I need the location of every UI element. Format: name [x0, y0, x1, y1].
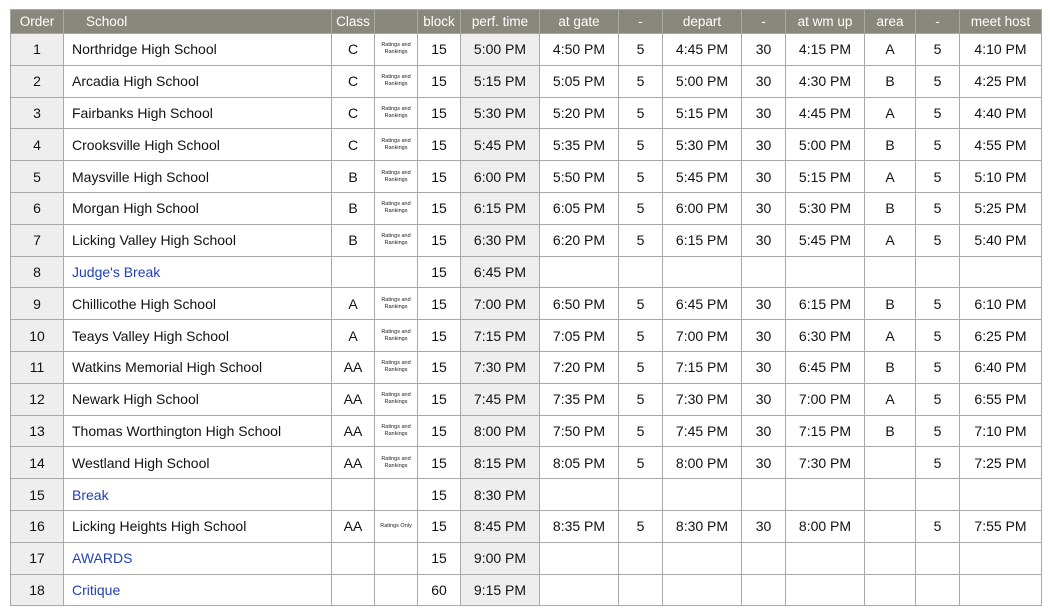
perf-time-cell: 5:30 PM: [461, 97, 540, 129]
at-wm-up-cell: 5:15 PM: [786, 161, 865, 193]
block-cell: 15: [418, 65, 461, 97]
gap2-cell: 30: [742, 288, 786, 320]
class-cell: AA: [332, 447, 375, 479]
at-wm-up-cell: 4:30 PM: [786, 65, 865, 97]
block-cell: 15: [418, 351, 461, 383]
perf-time-cell: 5:45 PM: [461, 129, 540, 161]
gap3-cell: 5: [916, 97, 960, 129]
meet-host-cell: 4:40 PM: [960, 97, 1042, 129]
depart-header: depart: [663, 10, 742, 34]
gap1-cell: 5: [619, 161, 663, 193]
gap2-cell: 30: [742, 97, 786, 129]
area-cell: B: [865, 351, 916, 383]
perf-time-cell: 6:15 PM: [461, 192, 540, 224]
ratings-cell: Ratings and Rankings: [375, 129, 418, 161]
ratings-cell: [375, 574, 418, 606]
perf-time-cell: 5:15 PM: [461, 65, 540, 97]
at-wm-up-cell: 7:15 PM: [786, 415, 865, 447]
table-row: [11, 97, 1042, 129]
gap2-cell: [742, 574, 786, 606]
block-cell: 15: [418, 479, 461, 511]
gap3-cell: [916, 542, 960, 574]
area-cell: [865, 479, 916, 511]
ratings-header: [375, 10, 418, 34]
gap3-cell: 5: [916, 224, 960, 256]
area-cell: [865, 542, 916, 574]
gap1-cell: [619, 542, 663, 574]
at-wm-up-cell: 4:15 PM: [786, 34, 865, 66]
class-cell: B: [332, 192, 375, 224]
at-gate-cell: 6:20 PM: [540, 224, 619, 256]
gap2-cell: [742, 479, 786, 511]
school-cell: AWARDS: [64, 542, 332, 574]
depart-cell: [663, 479, 742, 511]
at-gate-cell: 7:05 PM: [540, 320, 619, 352]
class-cell: A: [332, 320, 375, 352]
perf-time-cell: 7:15 PM: [461, 320, 540, 352]
table-row: [11, 510, 1042, 542]
meet-host-cell: 7:25 PM: [960, 447, 1042, 479]
order-cell: 15: [11, 479, 64, 511]
order-cell: 11: [11, 351, 64, 383]
order-cell: 9: [11, 288, 64, 320]
perf-time-cell: 6:30 PM: [461, 224, 540, 256]
order-cell: 6: [11, 192, 64, 224]
class-cell: [332, 256, 375, 288]
gap1-cell: [619, 574, 663, 606]
area-cell: [865, 447, 916, 479]
school-cell: Critique: [64, 574, 332, 606]
gap1-cell: 5: [619, 97, 663, 129]
school-cell: Thomas Worthington High School: [64, 415, 332, 447]
school-cell: Break: [64, 479, 332, 511]
depart-cell: 7:00 PM: [663, 320, 742, 352]
at-wm-up-cell: 5:30 PM: [786, 192, 865, 224]
table-body: [11, 34, 1042, 606]
area-cell: A: [865, 383, 916, 415]
block-cell: 15: [418, 447, 461, 479]
gap2-cell: 30: [742, 383, 786, 415]
class-cell: AA: [332, 383, 375, 415]
block-cell: 15: [418, 224, 461, 256]
gap2-cell: 30: [742, 65, 786, 97]
class-cell: C: [332, 97, 375, 129]
at-wm-up-cell: [786, 574, 865, 606]
gap3-cell: 5: [916, 510, 960, 542]
depart-cell: 7:15 PM: [663, 351, 742, 383]
gap3-cell: 5: [916, 351, 960, 383]
order-cell: 8: [11, 256, 64, 288]
meet-host-cell: [960, 542, 1042, 574]
block-cell: 15: [418, 161, 461, 193]
meet-host-cell: 5:25 PM: [960, 192, 1042, 224]
at-gate-cell: [540, 574, 619, 606]
at-gate-header: at gate: [540, 10, 619, 34]
block-cell: 15: [418, 415, 461, 447]
gap2-cell: 30: [742, 192, 786, 224]
gap1-cell: 5: [619, 415, 663, 447]
table-row: [11, 65, 1042, 97]
class-cell: C: [332, 65, 375, 97]
block-cell: 15: [418, 34, 461, 66]
depart-cell: 5:00 PM: [663, 65, 742, 97]
gap3-cell: 5: [916, 447, 960, 479]
class-cell: [332, 479, 375, 511]
school-cell: Watkins Memorial High School: [64, 351, 332, 383]
gap1-cell: 5: [619, 383, 663, 415]
meet-host-cell: 7:10 PM: [960, 415, 1042, 447]
area-cell: [865, 256, 916, 288]
order-cell: 10: [11, 320, 64, 352]
at-gate-cell: [540, 479, 619, 511]
class-cell: C: [332, 34, 375, 66]
depart-cell: [663, 574, 742, 606]
gap3-cell: 5: [916, 34, 960, 66]
school-header: School: [64, 10, 332, 34]
class-cell: AA: [332, 415, 375, 447]
gap3-cell: 5: [916, 161, 960, 193]
order-cell: 18: [11, 574, 64, 606]
table-row: [11, 479, 1042, 511]
perf-time-cell: 7:00 PM: [461, 288, 540, 320]
meet-host-cell: 6:40 PM: [960, 351, 1042, 383]
area-cell: A: [865, 320, 916, 352]
school-cell: Teays Valley High School: [64, 320, 332, 352]
class-cell: C: [332, 129, 375, 161]
school-cell: Licking Heights High School: [64, 510, 332, 542]
table-row: [11, 129, 1042, 161]
class-cell: AA: [332, 351, 375, 383]
area-cell: [865, 510, 916, 542]
order-cell: 3: [11, 97, 64, 129]
at-wm-up-cell: [786, 256, 865, 288]
gap2-cell: [742, 542, 786, 574]
school-cell: Northridge High School: [64, 34, 332, 66]
school-cell: Arcadia High School: [64, 65, 332, 97]
at-gate-cell: 5:50 PM: [540, 161, 619, 193]
perf-time-header: perf. time: [461, 10, 540, 34]
order-cell: 1: [11, 34, 64, 66]
area-cell: A: [865, 161, 916, 193]
gap1-cell: 5: [619, 65, 663, 97]
ratings-cell: Ratings and Rankings: [375, 288, 418, 320]
gap3-cell: 5: [916, 288, 960, 320]
order-cell: 2: [11, 65, 64, 97]
perf-time-cell: 8:45 PM: [461, 510, 540, 542]
depart-cell: 6:45 PM: [663, 288, 742, 320]
ratings-cell: Ratings and Rankings: [375, 415, 418, 447]
perf-time-cell: 6:00 PM: [461, 161, 540, 193]
class-cell: B: [332, 224, 375, 256]
depart-cell: 8:00 PM: [663, 447, 742, 479]
ratings-cell: [375, 542, 418, 574]
ratings-cell: Ratings and Rankings: [375, 65, 418, 97]
perf-time-cell: 9:00 PM: [461, 542, 540, 574]
depart-cell: 7:30 PM: [663, 383, 742, 415]
at-wm-up-cell: 5:00 PM: [786, 129, 865, 161]
meet-host-cell: 4:55 PM: [960, 129, 1042, 161]
depart-cell: [663, 542, 742, 574]
gap1-header: -: [619, 10, 663, 34]
gap3-cell: 5: [916, 129, 960, 161]
block-cell: 15: [418, 288, 461, 320]
order-cell: 5: [11, 161, 64, 193]
meet-host-cell: 6:10 PM: [960, 288, 1042, 320]
depart-cell: 5:45 PM: [663, 161, 742, 193]
order-cell: 17: [11, 542, 64, 574]
ratings-cell: [375, 256, 418, 288]
class-cell: A: [332, 288, 375, 320]
at-wm-up-cell: 7:00 PM: [786, 383, 865, 415]
gap2-cell: 30: [742, 34, 786, 66]
school-cell: Judge's Break: [64, 256, 332, 288]
gap1-cell: 5: [619, 192, 663, 224]
order-cell: 7: [11, 224, 64, 256]
meet-host-header: meet host: [960, 10, 1042, 34]
perf-time-cell: 6:45 PM: [461, 256, 540, 288]
at-gate-cell: 8:05 PM: [540, 447, 619, 479]
at-wm-up-cell: 5:45 PM: [786, 224, 865, 256]
ratings-cell: Ratings and Rankings: [375, 320, 418, 352]
gap2-cell: 30: [742, 320, 786, 352]
area-cell: B: [865, 192, 916, 224]
gap2-cell: 30: [742, 415, 786, 447]
gap1-cell: 5: [619, 320, 663, 352]
depart-cell: 5:15 PM: [663, 97, 742, 129]
ratings-cell: Ratings and Rankings: [375, 161, 418, 193]
gap3-header: -: [916, 10, 960, 34]
order-cell: 4: [11, 129, 64, 161]
perf-time-cell: 8:30 PM: [461, 479, 540, 511]
ratings-cell: Ratings and Rankings: [375, 192, 418, 224]
gap2-header: -: [742, 10, 786, 34]
at-gate-cell: 6:05 PM: [540, 192, 619, 224]
at-wm-up-cell: 6:15 PM: [786, 288, 865, 320]
class-cell: [332, 542, 375, 574]
class-header: Class: [332, 10, 375, 34]
meet-host-cell: 6:55 PM: [960, 383, 1042, 415]
block-cell: 15: [418, 510, 461, 542]
meet-host-cell: 4:10 PM: [960, 34, 1042, 66]
depart-cell: 7:45 PM: [663, 415, 742, 447]
order-cell: 16: [11, 510, 64, 542]
ratings-cell: Ratings and Rankings: [375, 34, 418, 66]
school-cell: Licking Valley High School: [64, 224, 332, 256]
table-row: [11, 224, 1042, 256]
at-gate-cell: [540, 256, 619, 288]
gap1-cell: 5: [619, 34, 663, 66]
ratings-cell: [375, 479, 418, 511]
schedule-table: [10, 9, 1042, 606]
order-cell: 14: [11, 447, 64, 479]
table-row: [11, 415, 1042, 447]
area-cell: A: [865, 34, 916, 66]
perf-time-cell: 8:00 PM: [461, 415, 540, 447]
ratings-cell: Ratings and Rankings: [375, 447, 418, 479]
meet-host-cell: [960, 256, 1042, 288]
block-cell: 15: [418, 383, 461, 415]
depart-cell: 6:00 PM: [663, 192, 742, 224]
gap2-cell: 30: [742, 351, 786, 383]
school-cell: Chillicothe High School: [64, 288, 332, 320]
meet-host-cell: 7:55 PM: [960, 510, 1042, 542]
class-cell: [332, 574, 375, 606]
at-gate-cell: 4:50 PM: [540, 34, 619, 66]
gap1-cell: 5: [619, 129, 663, 161]
school-cell: Maysville High School: [64, 161, 332, 193]
block-cell: 15: [418, 97, 461, 129]
gap2-cell: 30: [742, 447, 786, 479]
depart-cell: 6:15 PM: [663, 224, 742, 256]
table-header: [11, 10, 1042, 34]
block-cell: 60: [418, 574, 461, 606]
gap2-cell: 30: [742, 129, 786, 161]
gap1-cell: 5: [619, 351, 663, 383]
depart-cell: [663, 256, 742, 288]
gap2-cell: 30: [742, 510, 786, 542]
ratings-cell: Ratings and Rankings: [375, 97, 418, 129]
at-wm-up-header: at wm up: [786, 10, 865, 34]
at-gate-cell: [540, 542, 619, 574]
class-cell: B: [332, 161, 375, 193]
perf-time-cell: 8:15 PM: [461, 447, 540, 479]
table-row: [11, 447, 1042, 479]
block-header: block: [418, 10, 461, 34]
meet-host-cell: 5:10 PM: [960, 161, 1042, 193]
gap2-cell: [742, 256, 786, 288]
block-cell: 15: [418, 320, 461, 352]
at-gate-cell: 5:20 PM: [540, 97, 619, 129]
meet-host-cell: 5:40 PM: [960, 224, 1042, 256]
area-header: area: [865, 10, 916, 34]
ratings-cell: Ratings and Rankings: [375, 351, 418, 383]
perf-time-cell: 7:45 PM: [461, 383, 540, 415]
at-wm-up-cell: 6:30 PM: [786, 320, 865, 352]
gap3-cell: 5: [916, 383, 960, 415]
depart-cell: 4:45 PM: [663, 34, 742, 66]
header-row: [11, 10, 1042, 34]
perf-time-cell: 9:15 PM: [461, 574, 540, 606]
school-cell: Newark High School: [64, 383, 332, 415]
gap1-cell: 5: [619, 510, 663, 542]
table-row: [11, 192, 1042, 224]
gap1-cell: [619, 479, 663, 511]
block-cell: 15: [418, 256, 461, 288]
gap3-cell: [916, 574, 960, 606]
gap1-cell: [619, 256, 663, 288]
perf-time-cell: 5:00 PM: [461, 34, 540, 66]
meet-host-cell: 4:25 PM: [960, 65, 1042, 97]
area-cell: B: [865, 288, 916, 320]
gap3-cell: [916, 256, 960, 288]
depart-cell: 5:30 PM: [663, 129, 742, 161]
school-cell: Westland High School: [64, 447, 332, 479]
at-wm-up-cell: 8:00 PM: [786, 510, 865, 542]
block-cell: 15: [418, 192, 461, 224]
at-wm-up-cell: [786, 542, 865, 574]
gap1-cell: 5: [619, 224, 663, 256]
gap1-cell: 5: [619, 447, 663, 479]
depart-cell: 8:30 PM: [663, 510, 742, 542]
order-header: Order: [11, 10, 64, 34]
at-gate-cell: 8:35 PM: [540, 510, 619, 542]
area-cell: B: [865, 129, 916, 161]
table-row: [11, 161, 1042, 193]
class-cell: AA: [332, 510, 375, 542]
gap3-cell: 5: [916, 415, 960, 447]
ratings-cell: Ratings and Rankings: [375, 383, 418, 415]
at-wm-up-cell: 4:45 PM: [786, 97, 865, 129]
gap3-cell: 5: [916, 320, 960, 352]
at-wm-up-cell: [786, 479, 865, 511]
meet-host-cell: [960, 574, 1042, 606]
table-row: [11, 320, 1042, 352]
area-cell: B: [865, 415, 916, 447]
at-gate-cell: 5:05 PM: [540, 65, 619, 97]
table-row: [11, 383, 1042, 415]
meet-host-cell: [960, 479, 1042, 511]
area-cell: [865, 574, 916, 606]
table-row: [11, 574, 1042, 606]
ratings-cell: Ratings Only: [375, 510, 418, 542]
at-wm-up-cell: 7:30 PM: [786, 447, 865, 479]
school-cell: Crooksville High School: [64, 129, 332, 161]
table-row: [11, 256, 1042, 288]
at-gate-cell: 5:35 PM: [540, 129, 619, 161]
table-row: [11, 34, 1042, 66]
at-gate-cell: 6:50 PM: [540, 288, 619, 320]
block-cell: 15: [418, 129, 461, 161]
gap2-cell: 30: [742, 161, 786, 193]
block-cell: 15: [418, 542, 461, 574]
at-gate-cell: 7:35 PM: [540, 383, 619, 415]
ratings-cell: Ratings and Rankings: [375, 224, 418, 256]
gap3-cell: 5: [916, 192, 960, 224]
gap3-cell: 5: [916, 65, 960, 97]
gap1-cell: 5: [619, 288, 663, 320]
table-row: [11, 288, 1042, 320]
area-cell: B: [865, 65, 916, 97]
gap2-cell: 30: [742, 224, 786, 256]
meet-host-cell: 6:25 PM: [960, 320, 1042, 352]
order-cell: 13: [11, 415, 64, 447]
at-wm-up-cell: 6:45 PM: [786, 351, 865, 383]
area-cell: A: [865, 97, 916, 129]
area-cell: A: [865, 224, 916, 256]
school-cell: Morgan High School: [64, 192, 332, 224]
gap3-cell: [916, 479, 960, 511]
order-cell: 12: [11, 383, 64, 415]
table-row: [11, 542, 1042, 574]
school-cell: Fairbanks High School: [64, 97, 332, 129]
at-gate-cell: 7:50 PM: [540, 415, 619, 447]
perf-time-cell: 7:30 PM: [461, 351, 540, 383]
table-row: [11, 351, 1042, 383]
at-gate-cell: 7:20 PM: [540, 351, 619, 383]
